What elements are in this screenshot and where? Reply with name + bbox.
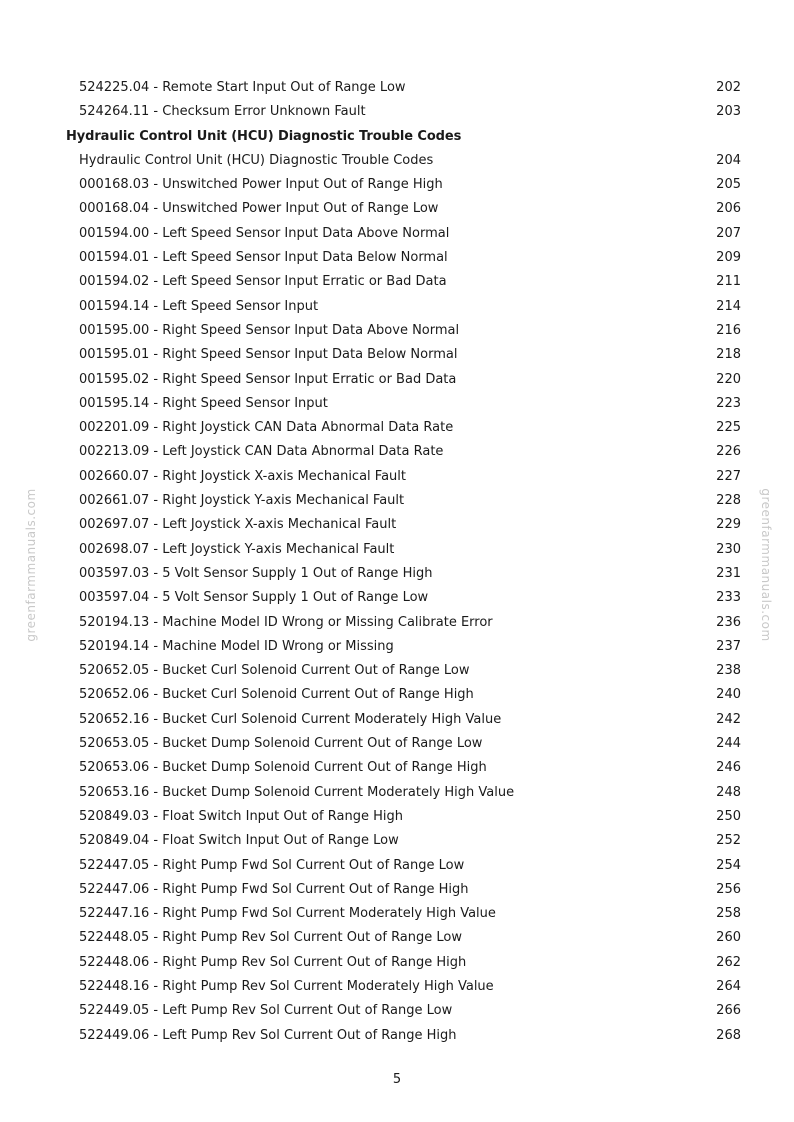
toc-entry[interactable] bbox=[0, 708, 794, 732]
toc-entry-title: 520653.16 - Bucket Dump Solenoid Current Moderately High Value bbox=[79, 784, 515, 800]
toc-entry[interactable] bbox=[0, 270, 794, 294]
toc-entry-title: 522447.16 - Right Pump Fwd Sol Current Moderately High Value bbox=[79, 906, 496, 922]
toc-entry[interactable] bbox=[0, 926, 794, 950]
toc-entry-page: 220 bbox=[716, 371, 741, 387]
toc-entry[interactable] bbox=[0, 319, 794, 343]
toc-entry-page: 246 bbox=[716, 760, 741, 776]
toc-entry-title: Hydraulic Control Unit (HCU) Diagnostic Trouble Codes bbox=[79, 152, 434, 168]
watermark-right: greenfarmmanuals.com bbox=[759, 488, 773, 642]
toc-entry-title: 001595.02 - Right Speed Sensor Input Erratic or Bad Data bbox=[79, 371, 457, 387]
toc-entry-title: 522447.05 - Right Pump Fwd Sol Current Out of Range Low bbox=[79, 857, 465, 873]
toc-entry-page: 248 bbox=[716, 784, 741, 800]
toc-entry[interactable] bbox=[0, 173, 794, 197]
toc-entry-title: 001595.01 - Right Speed Sensor Input Data Below Normal bbox=[79, 347, 458, 363]
toc-entry-title: 522449.06 - Left Pump Rev Sol Current Out of Range High bbox=[79, 1027, 457, 1043]
toc-entry-title: 522449.05 - Left Pump Rev Sol Current Out of Range Low bbox=[79, 1003, 453, 1019]
toc-entry-page: 266 bbox=[716, 1003, 741, 1019]
toc-entry-title: 520849.03 - Float Switch Input Out of Range High bbox=[79, 808, 403, 824]
toc-entry-title: 003597.04 - 5 Volt Sensor Supply 1 Out of Range Low bbox=[79, 590, 429, 606]
toc-entry-page: 262 bbox=[716, 954, 741, 970]
toc-entry-title: 000168.03 - Unswitched Power Input Out of Range High bbox=[79, 177, 443, 193]
table-of-contents bbox=[0, 76, 794, 1048]
toc-entry-page: 214 bbox=[716, 298, 741, 314]
toc-entry[interactable] bbox=[0, 1024, 794, 1048]
toc-entry-page: 207 bbox=[716, 225, 741, 241]
toc-entry[interactable] bbox=[0, 683, 794, 707]
toc-entry[interactable] bbox=[0, 975, 794, 999]
toc-entry-title: 002660.07 - Right Joystick X-axis Mechanical Fault bbox=[79, 468, 406, 484]
toc-entry-page: 223 bbox=[716, 395, 741, 411]
toc-entry[interactable] bbox=[0, 513, 794, 537]
toc-entry-title: 002661.07 - Right Joystick Y-axis Mechanical Fault bbox=[79, 493, 405, 509]
toc-entry-title: 003597.03 - 5 Volt Sensor Supply 1 Out of Range High bbox=[79, 565, 433, 581]
toc-entry-page: 242 bbox=[716, 711, 741, 727]
toc-entry-page: 204 bbox=[716, 152, 741, 168]
toc-entry[interactable] bbox=[0, 781, 794, 805]
toc-entry-title: 002201.09 - Right Joystick CAN Data Abnormal Data Rate bbox=[79, 420, 454, 436]
toc-entry[interactable] bbox=[0, 368, 794, 392]
toc-entry-title: 520653.05 - Bucket Dump Solenoid Current Out of Range Low bbox=[79, 736, 483, 752]
toc-entry-title: 002698.07 - Left Joystick Y-axis Mechanical Fault bbox=[79, 541, 395, 557]
toc-entry[interactable] bbox=[0, 343, 794, 367]
toc-entry-page: 216 bbox=[716, 322, 741, 338]
toc-section-title: Hydraulic Control Unit (HCU) Diagnostic Trouble Codes bbox=[66, 128, 462, 144]
toc-entry-title: 522448.16 - Right Pump Rev Sol Current Moderately High Value bbox=[79, 978, 494, 994]
toc-entry[interactable] bbox=[0, 76, 794, 100]
toc-entry-page: 231 bbox=[716, 565, 741, 581]
toc-entry-title: 520652.16 - Bucket Curl Solenoid Current Moderately High Value bbox=[79, 711, 502, 727]
toc-entry-page: 238 bbox=[716, 663, 741, 679]
toc-entry[interactable] bbox=[0, 489, 794, 513]
toc-entry-page: 254 bbox=[716, 857, 741, 873]
toc-entry-title: 520652.06 - Bucket Curl Solenoid Current Out of Range High bbox=[79, 687, 474, 703]
toc-entry-page: 236 bbox=[716, 614, 741, 630]
toc-entry-title: 002213.09 - Left Joystick CAN Data Abnormal Data Rate bbox=[79, 444, 444, 460]
toc-entry-page: 211 bbox=[716, 274, 741, 290]
toc-entry[interactable] bbox=[0, 829, 794, 853]
toc-entry[interactable] bbox=[0, 878, 794, 902]
toc-entry[interactable] bbox=[0, 197, 794, 221]
toc-entry-page: 225 bbox=[716, 420, 741, 436]
toc-entry[interactable] bbox=[0, 222, 794, 246]
toc-entry-page: 205 bbox=[716, 177, 741, 193]
toc-entry-page: 256 bbox=[716, 881, 741, 897]
toc-entry[interactable] bbox=[0, 999, 794, 1023]
toc-entry-title: 520194.13 - Machine Model ID Wrong or Missing Calibrate Error bbox=[79, 614, 493, 630]
toc-entry[interactable] bbox=[0, 732, 794, 756]
toc-entry[interactable] bbox=[0, 149, 794, 173]
toc-entry-page: 227 bbox=[716, 468, 741, 484]
toc-entry[interactable] bbox=[0, 756, 794, 780]
toc-entry-page: 264 bbox=[716, 978, 741, 994]
toc-entry-title: 522448.06 - Right Pump Rev Sol Current Out of Range High bbox=[79, 954, 467, 970]
toc-entry-title: 001595.00 - Right Speed Sensor Input Data Above Normal bbox=[79, 322, 460, 338]
toc-entry-page: 250 bbox=[716, 808, 741, 824]
toc-entry[interactable] bbox=[0, 246, 794, 270]
toc-entry-page: 258 bbox=[716, 906, 741, 922]
toc-entry-page: 226 bbox=[716, 444, 741, 460]
toc-entry-title: 520653.06 - Bucket Dump Solenoid Current Out of Range High bbox=[79, 760, 487, 776]
toc-entry[interactable] bbox=[0, 805, 794, 829]
toc-entry-page: 230 bbox=[716, 541, 741, 557]
toc-entry[interactable] bbox=[0, 562, 794, 586]
toc-entry-page: 209 bbox=[716, 250, 741, 266]
toc-entry-page: 206 bbox=[716, 201, 741, 217]
toc-entry-page: 268 bbox=[716, 1027, 741, 1043]
toc-entry[interactable] bbox=[0, 611, 794, 635]
toc-entry-title: 524225.04 - Remote Start Input Out of Range Low bbox=[79, 80, 406, 95]
toc-entry-title: 522447.06 - Right Pump Fwd Sol Current Out of Range High bbox=[79, 881, 469, 897]
toc-entry-page: 202 bbox=[716, 80, 741, 95]
toc-entry[interactable] bbox=[0, 440, 794, 464]
toc-section-heading bbox=[0, 125, 794, 149]
toc-entry-page: 228 bbox=[716, 493, 741, 509]
toc-entry[interactable] bbox=[0, 416, 794, 440]
toc-entry-page: 203 bbox=[716, 104, 741, 120]
toc-entry-page: 240 bbox=[716, 687, 741, 703]
toc-entry-title: 002697.07 - Left Joystick X-axis Mechanical Fault bbox=[79, 517, 397, 533]
watermark-left: greenfarmmanuals.com bbox=[24, 488, 38, 642]
toc-entry[interactable] bbox=[0, 854, 794, 878]
toc-entry[interactable] bbox=[0, 100, 794, 124]
toc-entry-title: 001594.01 - Left Speed Sensor Input Data Below Normal bbox=[79, 250, 448, 266]
toc-entry-title: 520652.05 - Bucket Curl Solenoid Current Out of Range Low bbox=[79, 663, 470, 679]
toc-entry-page: 244 bbox=[716, 736, 741, 752]
toc-entry-title: 522448.05 - Right Pump Rev Sol Current Out of Range Low bbox=[79, 930, 462, 946]
toc-entry[interactable] bbox=[0, 659, 794, 683]
toc-entry[interactable] bbox=[0, 902, 794, 926]
toc-entry[interactable] bbox=[0, 295, 794, 319]
toc-entry-title: 001594.14 - Left Speed Sensor Input bbox=[79, 298, 319, 314]
toc-entry-page: 229 bbox=[716, 517, 741, 533]
toc-entry-title: 001594.02 - Left Speed Sensor Input Erratic or Bad Data bbox=[79, 274, 447, 290]
toc-entry[interactable] bbox=[0, 635, 794, 659]
toc-entry[interactable] bbox=[0, 951, 794, 975]
page-number: 5 bbox=[392, 1072, 402, 1087]
toc-entry-page: 233 bbox=[716, 590, 741, 606]
toc-entry[interactable] bbox=[0, 586, 794, 610]
toc-entry-page: 218 bbox=[716, 347, 741, 363]
toc-entry-page: 252 bbox=[716, 833, 741, 849]
toc-entry[interactable] bbox=[0, 538, 794, 562]
toc-entry-page: 237 bbox=[716, 638, 741, 654]
toc-entry[interactable] bbox=[0, 392, 794, 416]
toc-entry-title: 520849.04 - Float Switch Input Out of Range Low bbox=[79, 833, 399, 849]
toc-entry-title: 000168.04 - Unswitched Power Input Out of Range Low bbox=[79, 201, 439, 217]
toc-entry-title: 520194.14 - Machine Model ID Wrong or Missing bbox=[79, 638, 394, 654]
toc-entry-page: 260 bbox=[716, 930, 741, 946]
toc-entry[interactable] bbox=[0, 465, 794, 489]
toc-entry-title: 001595.14 - Right Speed Sensor Input bbox=[79, 395, 328, 411]
toc-entry-title: 524264.11 - Checksum Error Unknown Fault bbox=[79, 104, 366, 120]
toc-entry-title: 001594.00 - Left Speed Sensor Input Data Above Normal bbox=[79, 225, 450, 241]
